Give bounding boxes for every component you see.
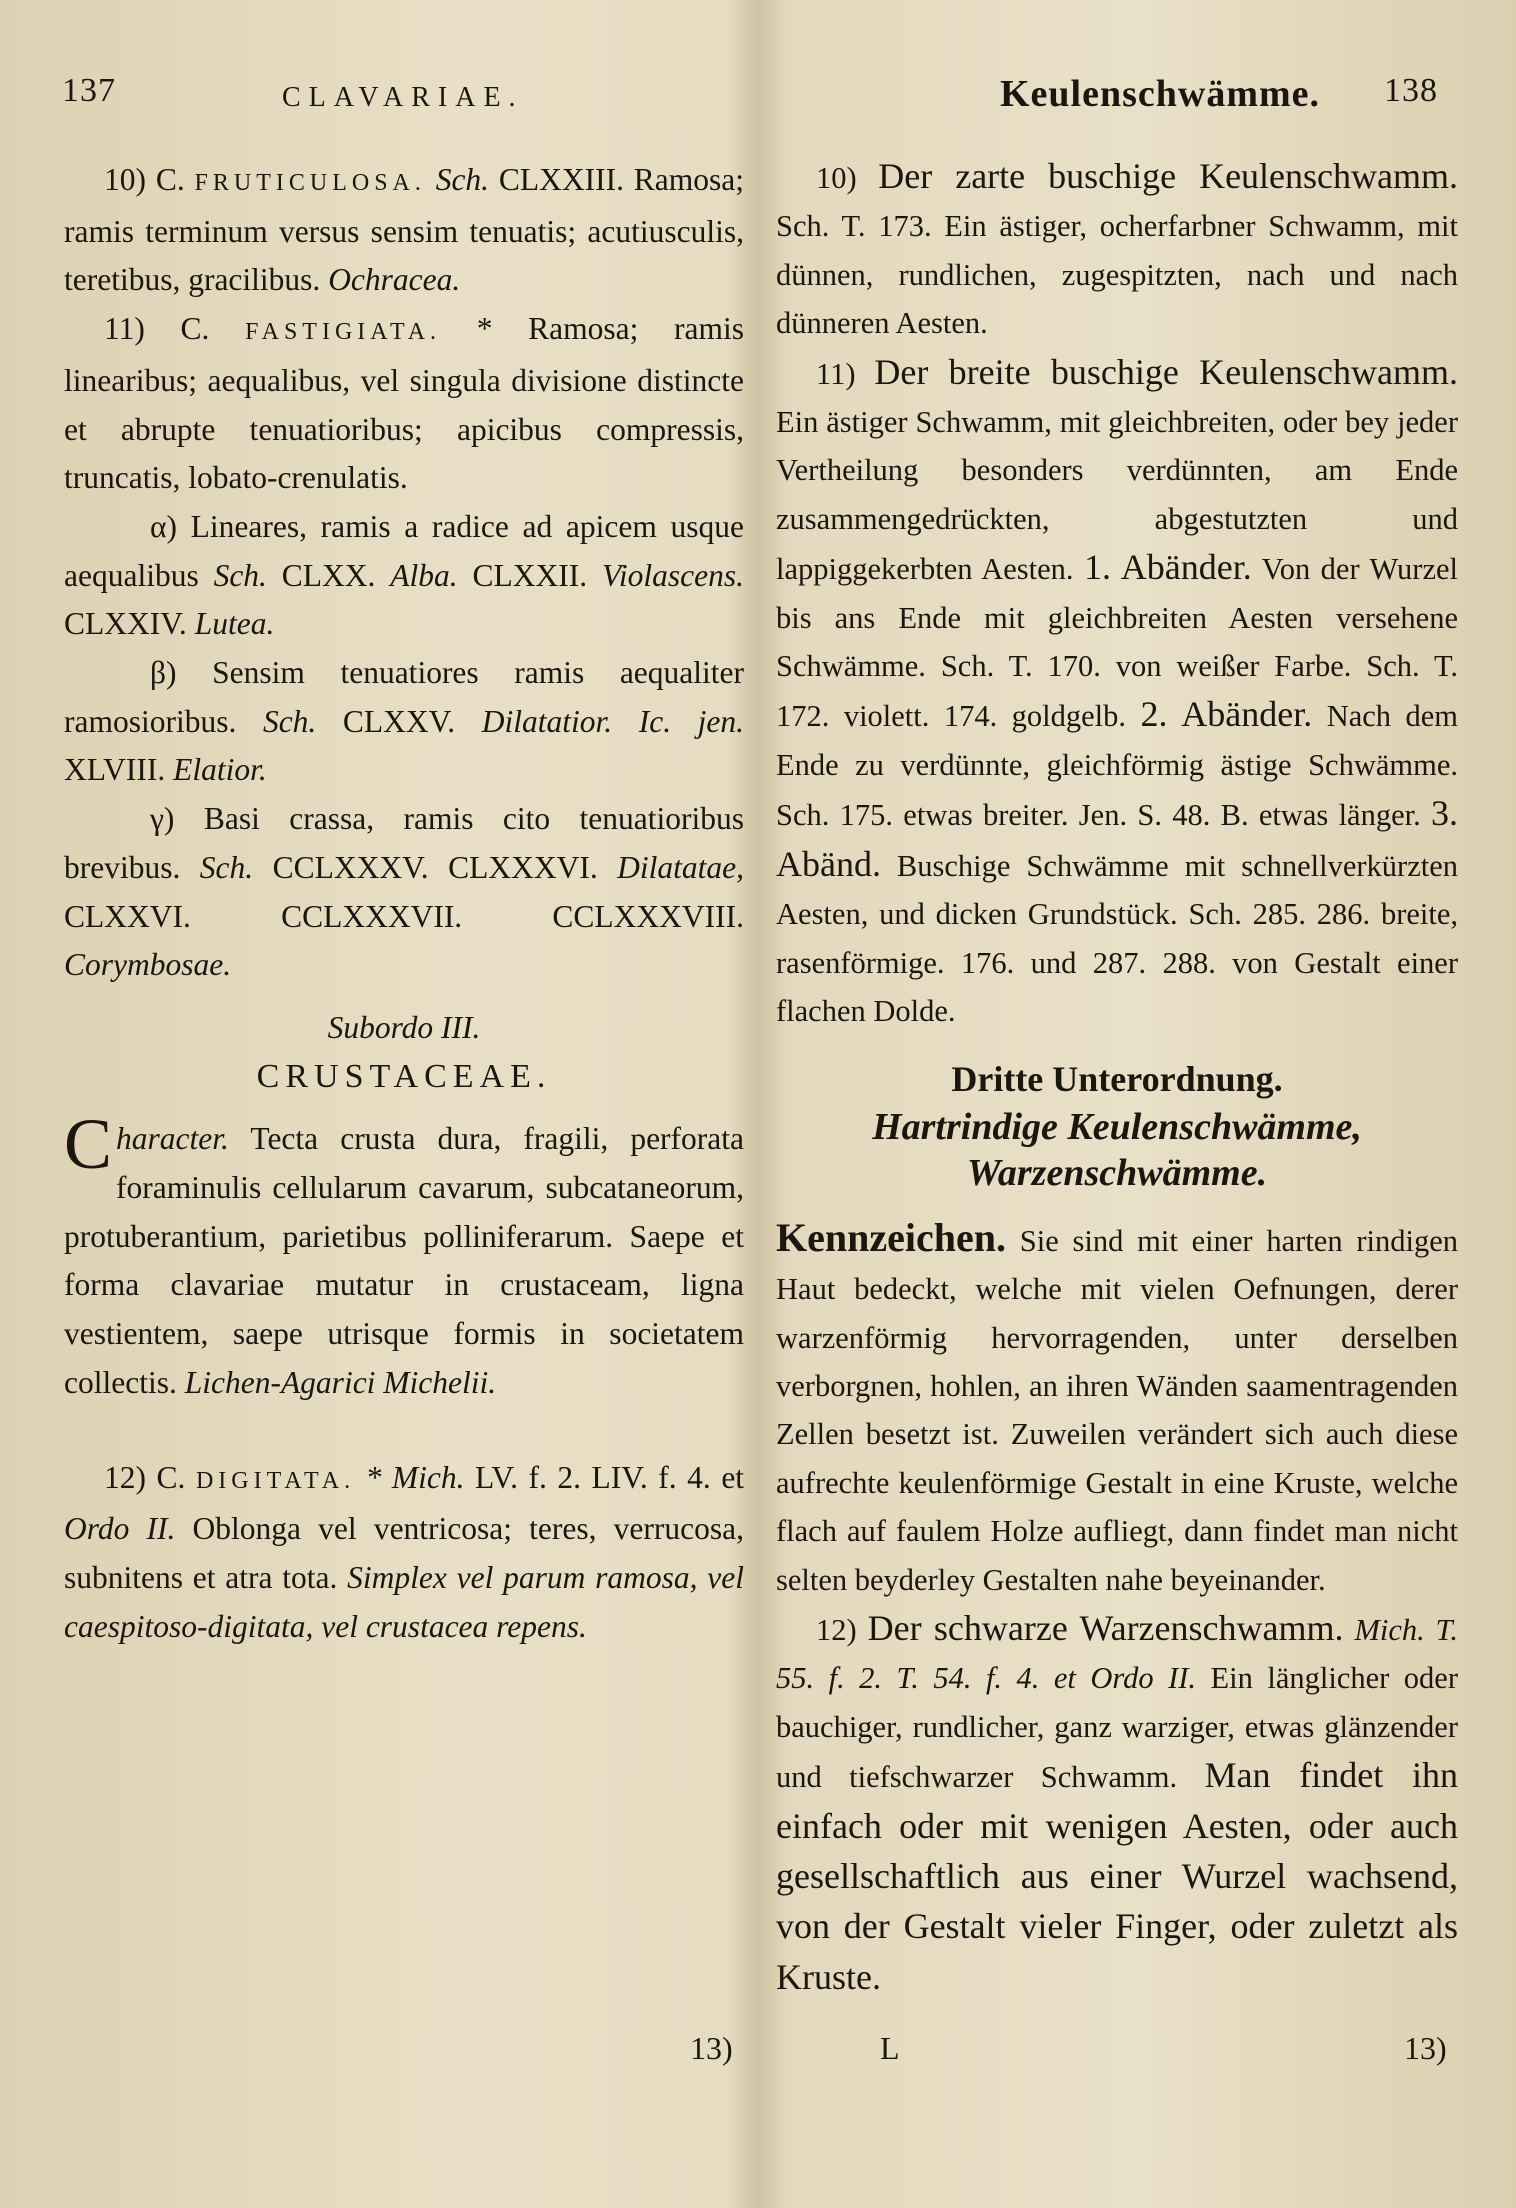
right-page-number: 138 (1384, 72, 1438, 109)
right-running-title: Keulenschwämme. (1000, 73, 1321, 115)
entry-10-latin: 10) C. FRUTICULOSA. Sch. CLXXIII. Ramosa; ramis terminum versus sensim tenuatis; acutiusculis, teretibus, gracilibus. Ochracea. (64, 162, 745, 298)
drop-cap: C (64, 1104, 113, 1185)
entry-11-latin: 11) C. FASTIGIATA. * Ramosa; ramis linearibus; aequalibus, vel singula divisione distincte et abrupte tenuatioribus; apicibus compressis, truncatis, lobato-crenulatis. (64, 311, 745, 496)
entry-11-german: 11) Der breite buschige Keulenschwamm. Ein ästiger Schwamm, mit gleichbreiten, oder bey jeder Vertheilung besonders verdünnten, am Ende zusammengedrückten, abgestutzten und lappiggekerbten Aesten. 1. Abänder. Von der Wurzel bis ans Ende mit gleichbreiten Aesten versehene Schwämme. Sch. T. 170. von weißer Farbe. Sch. T. 172. violett. 174. goldgelb. 2. Abänder. Nach dem Ende zu verdünnte, gleichförmig ästige Schwämme. Sch. 175. etwas breiter. Jen. S. 48. B. etwas länger. 3. Abänd. Buschige Schwämme mit schnellverkürzten Aesten, und dicken Grundstück. Sch. 285. 286. breite, rasenförmige. 176. und 287. 288. von Gestalt einer flachen Dolde. (776, 351, 1459, 1028)
subordo-heading: Subordo III. (327, 1009, 481, 1045)
variety-alpha: α) Lineares, ramis a radice ad apicem usque aequalibus Sch. CLXX. Alba. CLXXII. Violascens. CLXXIV. Lutea. (64, 508, 744, 642)
entry-12-latin: 12) C. DIGITATA. * Mich. LV. f. 2. LIV. f. 4. et Ordo II. Oblonga vel ventricosa; teres, verrucosa, subnitens et atra tota. Simplex vel parum ramosa, vel caespitoso-digitata, vel crustacea repens. (64, 1459, 745, 1644)
variety-gamma: γ) Basi crassa, ramis cito tenuatioribus brevibus. Sch. CCLXXXV. CLXXXVI. Dilatatae, CLXXVI. CCLXXXVII. CCLXXXVIII. Corymbosae. (64, 801, 745, 983)
subordo-name: CRUSTACEAE. (256, 1057, 552, 1095)
entry-10-german: 10) Der zarte buschige Keulenschwamm. Sch. T. 173. Ein ästiger, ocherfarbner Schwamm, mit dünnen, rundlichen, zugespitzten, nach und nach dünneren Aesten. (776, 156, 1458, 341)
left-running-title: CLAVARIAE. (282, 82, 524, 113)
signature-mark: L (880, 2030, 900, 2066)
subordo-heading-german: Dritte Unterordnung. (951, 1059, 1283, 1100)
subordo-name-german: Hartrindige Keulenschwämme, (872, 1105, 1362, 1148)
right-page-text (776, 152, 1458, 2003)
left-page-text (64, 156, 744, 1651)
left-page-number: 137 (62, 72, 116, 109)
left-catchword: 13) (690, 2030, 733, 2066)
subordo-name-german-2: Warzenschwämme. (966, 1151, 1268, 1194)
character-latin: Character. Tecta crusta dura, fragili, perforata foraminulis cellularum cavarum, subcataneorum, protuberantium, parietibus polliniferarum. Saepe et forma clavariae mutatur in crustaceam, ligna vestientem, saepe utrisque formis in societatem collectis. Lichen-Agarici Michelii. (64, 1104, 744, 1400)
character-german: Kennzeichen. Sie sind mit einer harten rindigen Haut bedeckt, welche mit vielen Oefnungen, derer warzenförmig hervorragenden, unter derselben verborgnen, hohlen, an ihren Wänden saamentragenden Zellen besetzt ist. Zuweilen verändert sich auch diese aufrechte keulenförmige Gestalt in eine Kruste, welche flach auf faulem Holze aufliegt, dann findet man nicht selten beyderley Gestalten nahe beyeinander. (776, 1214, 1459, 1597)
variety-beta: β) Sensim tenuatiores ramis aequaliter ramosioribus. Sch. CLXXV. Dilatatior. Ic. jen. XLVIII. Elatior. (64, 655, 745, 788)
right-catchword: 13) (1404, 2030, 1447, 2066)
entry-12-german: 12) Der schwarze Warzenschwamm. Mich. T. 55. f. 2. T. 54. f. 4. et Ordo II. Ein länglicher oder bauchiger, rundlicher, ganz warziger, etwas glänzender und tiefschwarzer Schwamm. Man findet ihn einfach oder mit wenigen Aesten, oder auch gesellschaftlich aus einer Wurzel wachsend, von der Gestalt vieler Finger, oder zuletzt als Kruste. (776, 1607, 1459, 1997)
